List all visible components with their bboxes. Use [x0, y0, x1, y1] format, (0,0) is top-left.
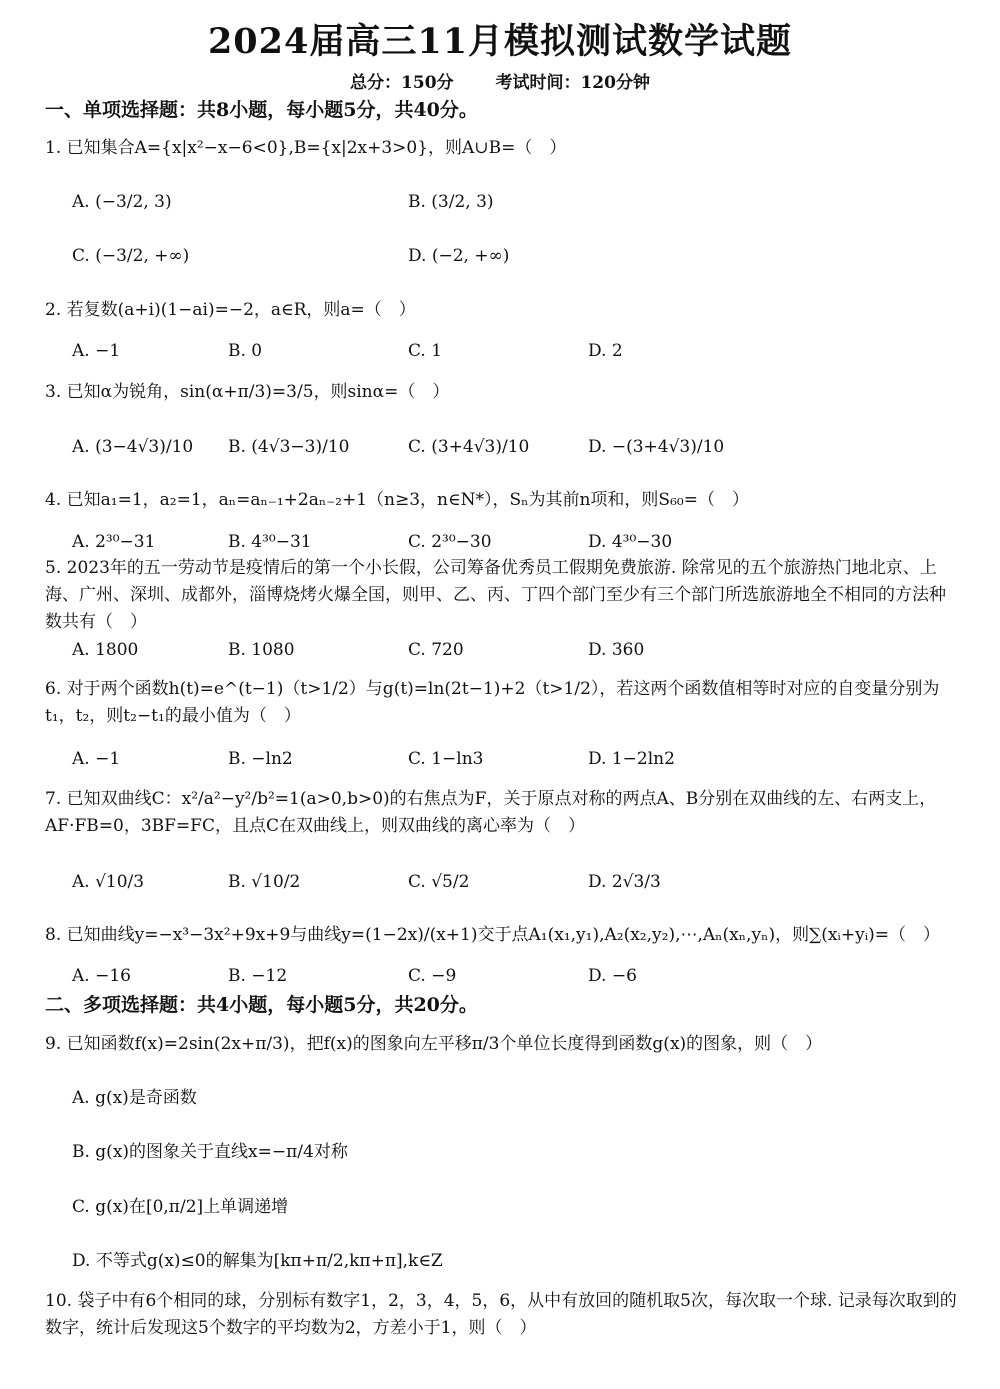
- question-6-option-d: D. 1−2ln2: [588, 749, 675, 769]
- question-8-option-a: A. −16: [72, 966, 131, 986]
- question-3-stem: 3. 已知α为锐角，sin(α+π/3)=3/5，则sinα=（ ）: [45, 382, 450, 402]
- question-3-option-b: B. (4√3−3)/10: [228, 437, 350, 457]
- question-8-option-d: D. −6: [588, 966, 637, 986]
- question-8-option-b: B. −12: [228, 966, 288, 986]
- question-3-option-a: A. (3−4√3)/10: [72, 437, 194, 457]
- question-2-option-b: B. 0: [228, 341, 263, 361]
- question-8-option-c: C. −9: [408, 966, 457, 986]
- question-5-option-d: D. 360: [588, 640, 645, 660]
- question-7-option-c: C. √5/2: [408, 872, 470, 892]
- question-2-option-c: C. 1: [408, 341, 443, 361]
- question-9-option-b: B. g(x)的图象关于直线x=−π/4对称: [72, 1142, 348, 1162]
- question-5-option-b: B. 1080: [228, 640, 295, 660]
- question-8-stem: 8. 已知曲线y=−x³−3x²+9x+9与曲线y=(1−2x)/(x+1)交于点A₁(x₁,y₁),A₂(x₂,y₂),⋯,Aₙ(xₙ,yₙ)，则∑(xᵢ+yᵢ)=（ ）: [45, 925, 940, 945]
- question-9-option-a: A. g(x)是奇函数: [72, 1088, 197, 1108]
- question-6-option-b: B. −ln2: [228, 749, 293, 769]
- question-4-option-a: A. 2³⁰−31: [72, 532, 156, 552]
- question-2-stem: 2. 若复数(a+i)(1−ai)=−2，a∈R，则a=（ ）: [45, 300, 416, 320]
- question-4-stem: 4. 已知a₁=1，a₂=1，aₙ=aₙ₋₁+2aₙ₋₂+1（n≥3，n∈N*），Sₙ为其前n项和，则S₆₀=（ ）: [45, 490, 749, 510]
- question-6-stem: 6. 对于两个函数h(t)=e^(t−1)（t>1/2）与g(t)=ln(2t−1)+2（t>1/2），若这两个函数值相等时对应的自变量分别为t₁，t₂，则t₂−t₁的最小值为（ ）: [45, 679, 940, 726]
- question-5-option-c: C. 720: [408, 640, 464, 660]
- question-4-option-c: C. 2³⁰−30: [408, 532, 492, 552]
- question-1-option-b: B. (3/2, 3): [408, 192, 494, 212]
- question-6-option-a: A. −1: [72, 749, 121, 769]
- exam-meta: [0, 68, 1000, 93]
- section-heading-multiple: 二、多项选择题：共4小题，每小题5分，共20分。: [45, 994, 478, 1016]
- question-10-stem: 10. 袋子中有6个相同的球，分别标有数字1，2，3，4，5，6，从中有放回的随机取5次，每次取一个球. 记录每次取到的数字，统计后发现这5个数字的平均数为2，方差小于1，则（ ）: [45, 1291, 957, 1338]
- question-5-stem: 5. 2023年的五一劳动节是疫情后的第一个小长假，公司筹备优秀员工假期免费旅游. 除常见的五个旅游热门地北京、上海、广州、深圳、成都外，淄博烧烤火爆全国，则甲、乙、丙、丁四个部门至少有三个部门所选旅游地全不相同的方法种数共有（ ）: [45, 558, 946, 632]
- question-6-option-c: C. 1−ln3: [408, 749, 484, 769]
- total-score: 总分：150分: [350, 73, 454, 93]
- question-2-option-d: D. 2: [588, 341, 623, 361]
- question-1-stem: 1. 已知集合A={x|x²−x−6<0},B={x|2x+3>0}，则A∪B=（ ）: [45, 138, 567, 158]
- question-7-option-b: B. √10/2: [228, 872, 301, 892]
- question-7-option-d: D. 2√3/3: [588, 872, 661, 892]
- question-9-option-c: C. g(x)在[0,π/2]上单调递增: [72, 1197, 289, 1217]
- exam-time: 考试时间：120分钟: [495, 73, 650, 93]
- question-7-option-a: A. √10/3: [72, 872, 145, 892]
- section-heading-single: 一、单项选择题：共8小题，每小题5分，共40分。: [45, 99, 478, 121]
- question-1-option-a: A. (−3/2, 3): [72, 192, 172, 212]
- question-9-stem: 9. 已知函数f(x)=2sin(2x+π/3)，把f(x)的图象向左平移π/3个单位长度得到函数g(x)的图象，则（ ）: [45, 1034, 823, 1054]
- question-1-option-c: C. (−3/2, +∞): [72, 246, 190, 266]
- page-title: 2024届高三11月模拟测试数学试题: [207, 21, 793, 62]
- question-3-option-d: D. −(3+4√3)/10: [588, 437, 725, 457]
- question-9-option-d: D. 不等式g(x)≤0的解集为[kπ+π/2,kπ+π],k∈Z: [72, 1251, 443, 1271]
- question-1-option-d: D. (−2, +∞): [408, 246, 510, 266]
- question-4-option-d: D. 4³⁰−30: [588, 532, 673, 552]
- question-2-option-a: A. −1: [72, 341, 121, 361]
- question-4-option-b: B. 4³⁰−31: [228, 532, 312, 552]
- question-3-option-c: C. (3+4√3)/10: [408, 437, 530, 457]
- question-5-option-a: A. 1800: [72, 640, 139, 660]
- question-7-stem: 7. 已知双曲线C：x²/a²−y²/b²=1(a>0,b>0)的右焦点为F，关于原点对称的两点A、B分别在双曲线的左、右两支上，AF·FB=0，3BF=FC，且点C在双曲线上，则双曲线的离心率为（ ）: [45, 789, 937, 836]
